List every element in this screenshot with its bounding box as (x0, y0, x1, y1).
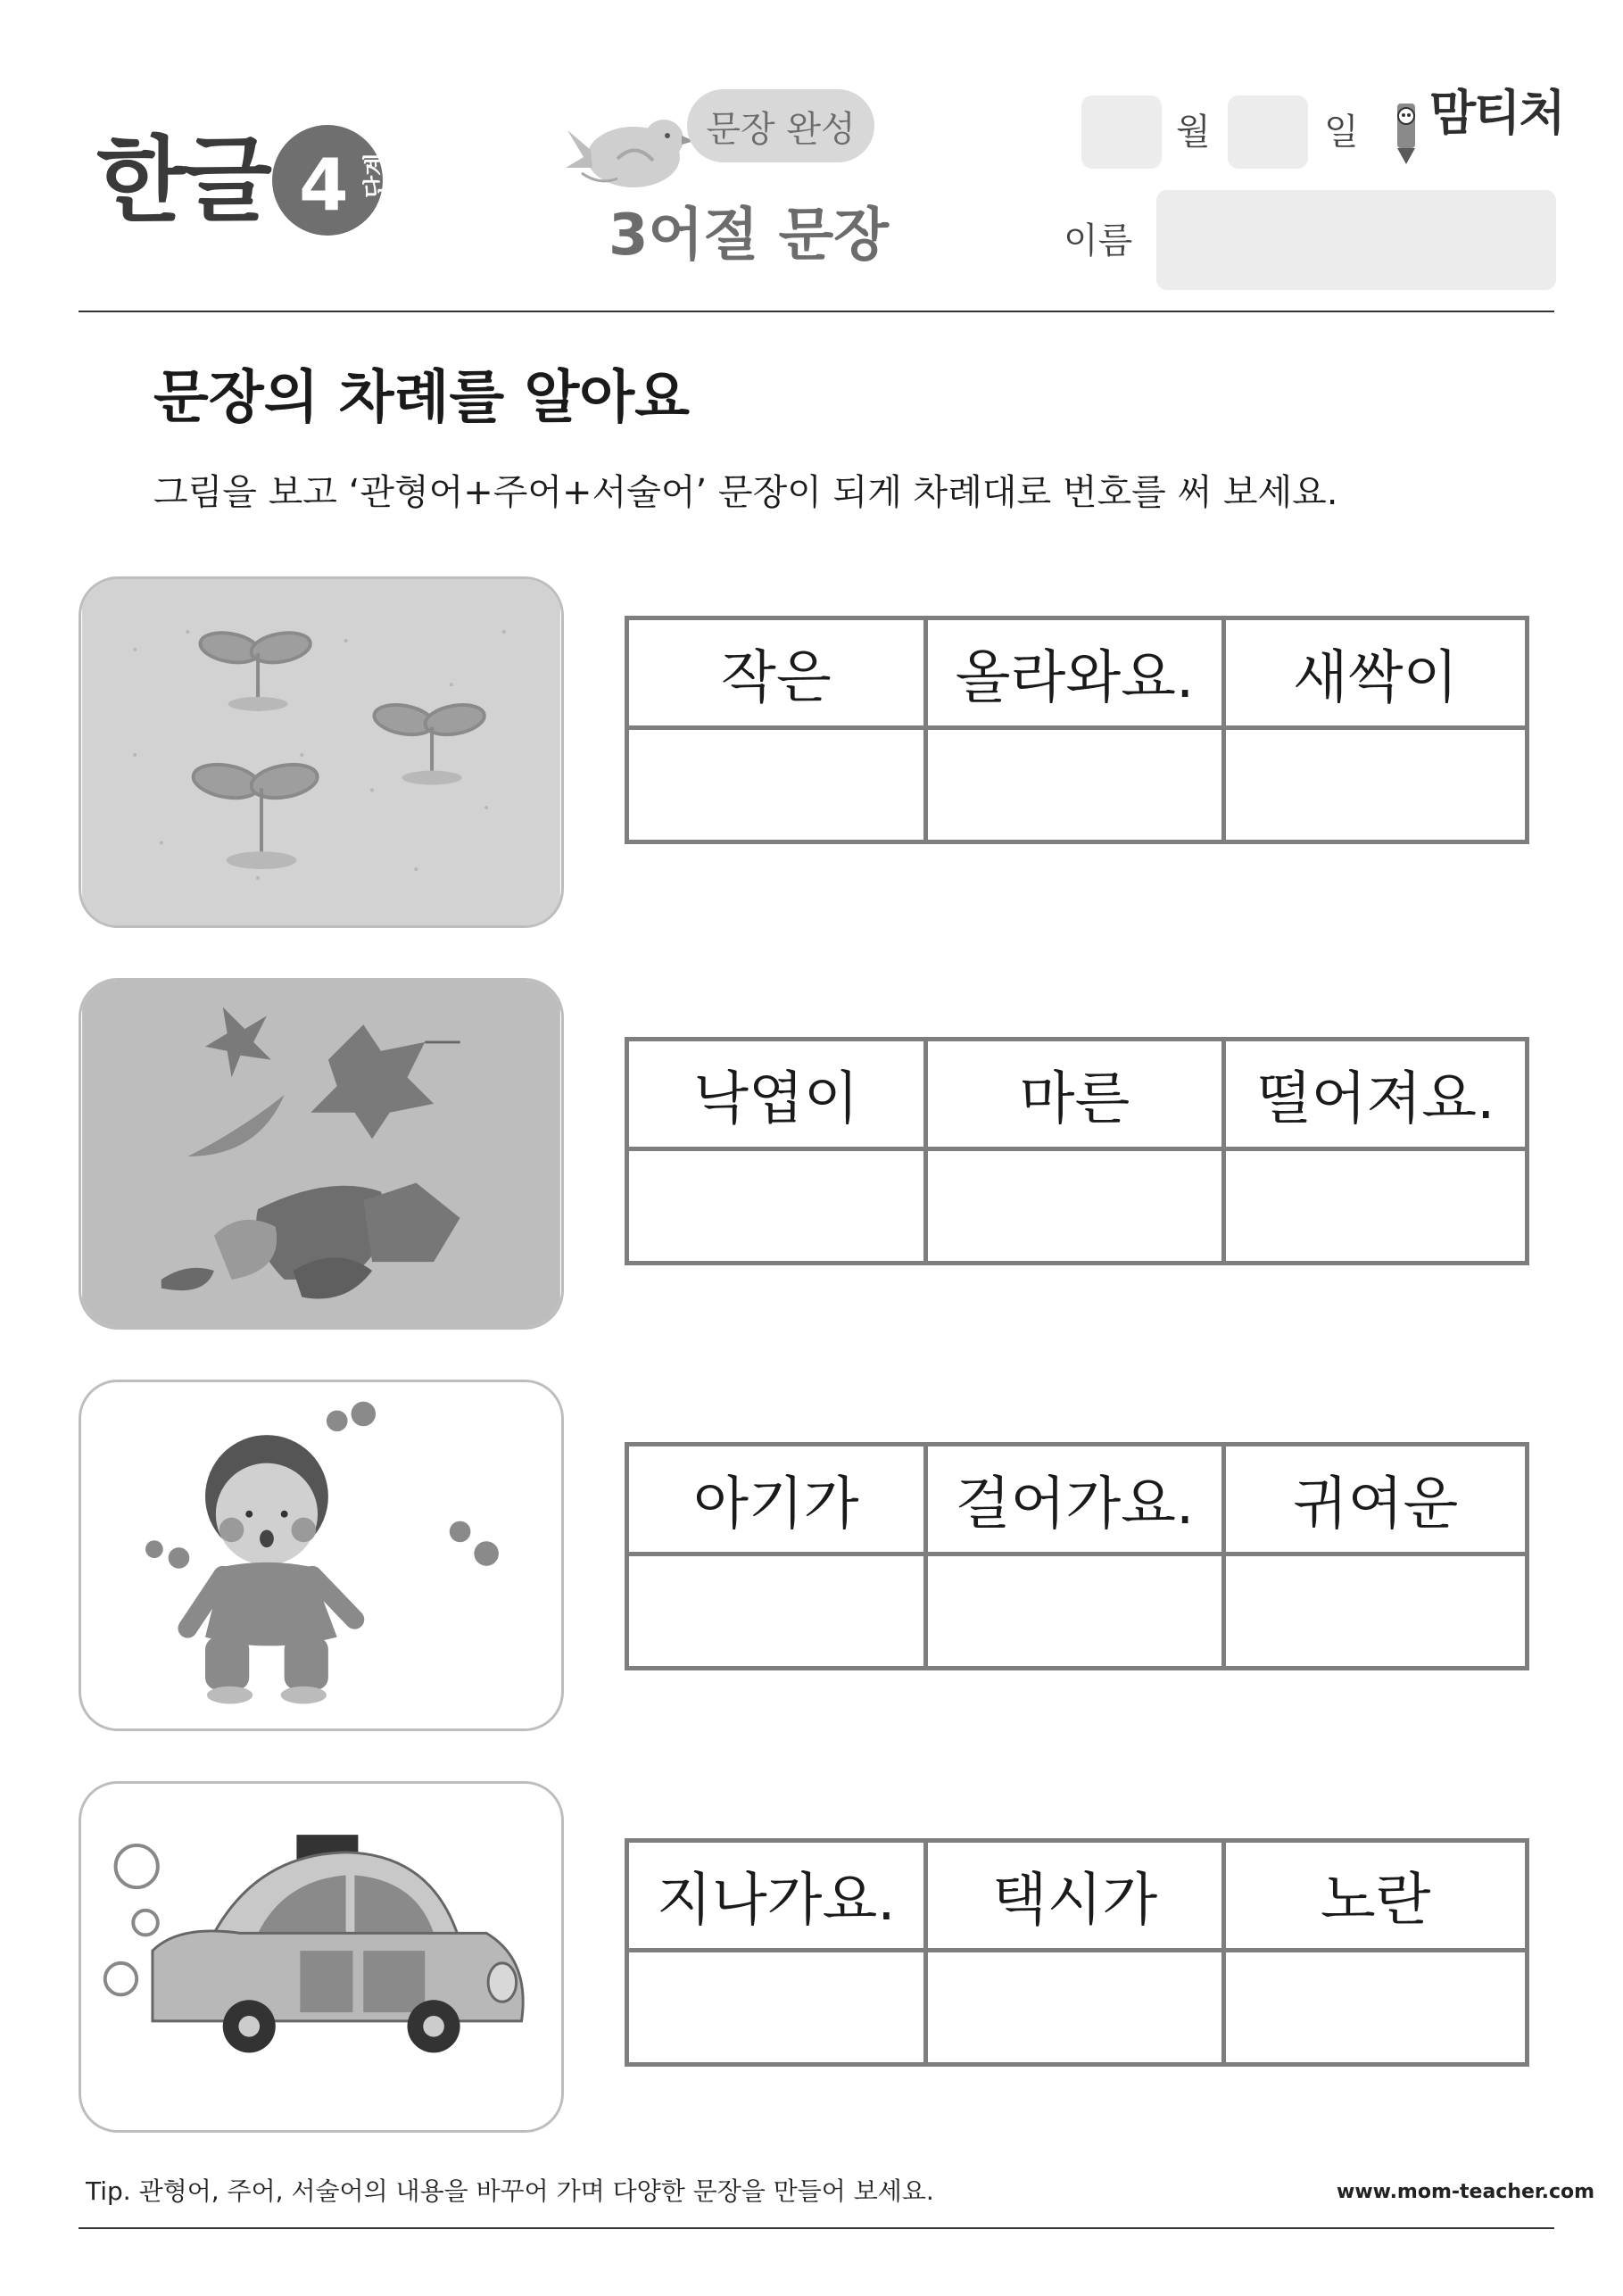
website-link[interactable]: www.mom-teacher.com (1337, 2181, 1595, 2203)
worksheet-subtitle: 3어절 문장 (609, 203, 890, 269)
word-order-table (625, 1838, 1529, 2067)
word-cell: 작은 (629, 620, 928, 730)
answer-cell[interactable] (629, 1556, 928, 1666)
pencil-mascot-icon (1388, 96, 1424, 168)
sprouts-picture (79, 576, 564, 928)
answer-cell[interactable] (1226, 730, 1525, 840)
word-cell: 택시가 (928, 1843, 1227, 1952)
falling-leaves-picture (79, 978, 564, 1330)
word-cell: 지나가요. (629, 1843, 928, 1952)
sprouts-icon (81, 579, 561, 925)
answer-cell[interactable] (1226, 1556, 1525, 1666)
word-order-table (625, 616, 1529, 844)
word-order-table (625, 1037, 1529, 1265)
answer-cell[interactable] (629, 1151, 928, 1261)
word-cell: 걸어가요. (928, 1446, 1227, 1556)
level-number: 4 (299, 144, 349, 227)
answer-cell[interactable] (928, 1151, 1227, 1261)
topic-badge: 문장 완성 (687, 89, 874, 162)
word-cell: 귀여운 (1226, 1446, 1525, 1556)
section-heading: 문장의 차례를 알아요 (153, 365, 690, 431)
day-input[interactable] (1228, 95, 1308, 169)
word-cell: 새싹이 (1226, 620, 1525, 730)
month-input[interactable] (1081, 95, 1162, 169)
name-label: 이름 (1064, 220, 1133, 261)
name-input[interactable] (1156, 190, 1556, 290)
footer-divider (79, 2227, 1554, 2229)
word-cell: 마른 (928, 1041, 1227, 1151)
answer-cell[interactable] (1226, 1952, 1525, 2062)
answer-cell[interactable] (1226, 1151, 1525, 1261)
level-step-label: 단계 (362, 153, 389, 198)
instruction-text: 그림을 보고 ‘관형어+주어+서술어’ 문장이 되게 차례대로 번호를 써 보세요. (153, 472, 1338, 513)
answer-cell[interactable] (928, 1952, 1227, 2062)
logo-title: 한글 (96, 126, 269, 235)
word-order-table (625, 1442, 1529, 1670)
word-cell: 노란 (1226, 1843, 1525, 1952)
tip-text: Tip. 관형어, 주어, 서술어의 내용을 바꾸어 가며 다양한 문장을 만들어 보세요. (86, 2176, 934, 2206)
answer-cell[interactable] (629, 730, 928, 840)
day-label: 일 (1324, 112, 1359, 153)
falling-leaves-icon (81, 981, 561, 1327)
answer-cell[interactable] (928, 1556, 1227, 1666)
answer-cell[interactable] (928, 730, 1227, 840)
word-cell: 떨어져요. (1226, 1041, 1525, 1151)
header-divider (79, 311, 1554, 312)
bird-icon (564, 105, 698, 195)
word-cell: 낙엽이 (629, 1041, 928, 1151)
word-cell: 올라와요. (928, 620, 1227, 730)
answer-cell[interactable] (629, 1952, 928, 2062)
month-label: 월 (1176, 112, 1211, 153)
baby-icon (81, 1382, 561, 1728)
brand-logo: 맘티처 (1429, 85, 1564, 141)
taxi-picture (79, 1781, 564, 2133)
taxi-icon (81, 1784, 561, 2130)
word-cell: 아기가 (629, 1446, 928, 1556)
baby-walking-picture (79, 1380, 564, 1731)
